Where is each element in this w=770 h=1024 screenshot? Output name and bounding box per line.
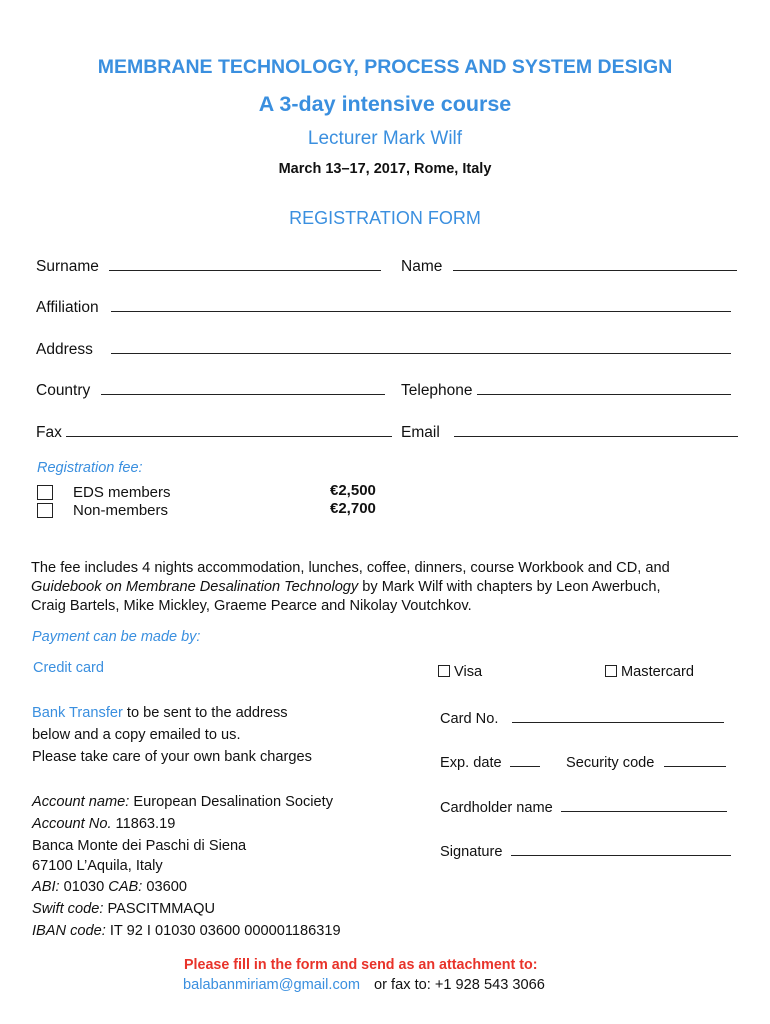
account-number-label: Account No. <box>32 816 112 832</box>
telephone-label: Telephone <box>401 382 473 399</box>
card-number-input-line[interactable] <box>512 708 724 723</box>
account-name-label: Account name: <box>32 794 130 810</box>
swift-value: PASCITMMAQU <box>103 901 216 917</box>
visa-option[interactable] <box>438 664 482 680</box>
affiliation-input-line[interactable] <box>111 297 731 312</box>
affiliation-field[interactable] <box>36 297 731 317</box>
email-field[interactable] <box>401 422 738 442</box>
bank-city: 67100 L’Aquila, Italy <box>32 858 163 874</box>
card-number-label: Card No. <box>440 711 499 727</box>
email-input-line[interactable] <box>454 422 738 437</box>
visa-label: Visa <box>454 664 483 680</box>
cab-label: CAB: <box>108 879 143 895</box>
fax-field[interactable] <box>36 422 392 442</box>
account-number <box>32 816 175 832</box>
footer-contact <box>183 977 545 993</box>
security-code-label: Security code <box>566 755 655 771</box>
country-input-line[interactable] <box>101 380 385 395</box>
contact-email-link[interactable]: balabanmiriam@gmail.com <box>183 977 361 993</box>
fee-description-line2 <box>31 579 661 595</box>
account-number-value: 11863.19 <box>111 816 176 832</box>
bank-transfer-line1 <box>32 705 288 721</box>
account-name <box>32 794 333 810</box>
bank-transfer-line3: Please take care of your own bank charges <box>32 749 312 765</box>
account-name-value: European Desalination Society <box>129 794 333 810</box>
visa-checkbox[interactable] <box>438 665 450 677</box>
form-title: REGISTRATION FORM <box>289 208 481 228</box>
security-code-field[interactable] <box>566 752 726 771</box>
fax-input-line[interactable] <box>66 422 392 437</box>
cardholder-field[interactable] <box>440 797 727 816</box>
cab-value: 03600 <box>142 879 187 895</box>
affiliation-label: Affiliation <box>36 299 99 316</box>
telephone-field[interactable] <box>401 380 731 400</box>
iban-code <box>32 923 341 939</box>
fee-description-line1: The fee includes 4 nights accommodation, lunches, coffee, dinners, course Workbook and CD, and <box>31 560 670 576</box>
card-number-field[interactable] <box>440 708 724 727</box>
non-members-checkbox[interactable] <box>37 503 53 518</box>
address-label: Address <box>36 341 93 358</box>
payment-heading: Payment can be made by: <box>32 629 201 645</box>
footer-instruction: Please fill in the form and send as an attachment to: <box>184 957 538 973</box>
abi-cab <box>32 879 187 895</box>
bank-name: Banca Monte dei Paschi di Siena <box>32 838 247 854</box>
eds-members-label: EDS members <box>73 484 171 501</box>
swift-code <box>32 901 215 917</box>
telephone-input-line[interactable] <box>477 380 731 395</box>
fax-label: Fax <box>36 424 62 441</box>
name-label: Name <box>401 258 443 275</box>
registration-fee-label: Registration fee: <box>37 460 143 476</box>
guidebook-title: Guidebook on Membrane Desalination Technology <box>31 579 359 595</box>
course-dates: March 13–17, 2017, Rome, Italy <box>278 161 492 177</box>
signature-input-line[interactable] <box>511 841 731 856</box>
mastercard-option[interactable] <box>605 664 694 680</box>
mastercard-checkbox[interactable] <box>605 665 617 677</box>
signature-label: Signature <box>440 844 503 860</box>
non-members-price: €2,700 <box>330 500 376 517</box>
surname-input-line[interactable] <box>109 256 381 271</box>
fee-description-line3: Craig Bartels, Mike Mickley, Graeme Pearce and Nikolay Voutchkov. <box>31 598 472 614</box>
mastercard-label: Mastercard <box>621 664 694 680</box>
exp-date-label: Exp. date <box>440 755 502 771</box>
cardholder-label: Cardholder name <box>440 800 553 816</box>
surname-label: Surname <box>36 258 99 275</box>
course-subtitle: A 3-day intensive course <box>258 92 512 116</box>
non-members-label: Non-members <box>73 502 169 519</box>
email-label: Email <box>401 424 440 441</box>
cardholder-input-line[interactable] <box>561 797 727 812</box>
course-title: MEMBRANE TECHNOLOGY, PROCESS AND SYSTEM DESIGN <box>97 56 673 78</box>
bank-transfer-line2: below and a copy emailed to us. <box>32 727 241 743</box>
fax-number: or fax to: +1 928 543 3066 <box>374 977 545 993</box>
address-field[interactable] <box>36 339 731 359</box>
name-field[interactable] <box>401 256 737 276</box>
bank-transfer-label: Bank Transfer <box>32 705 123 721</box>
credit-card-label: Credit card <box>33 660 104 676</box>
abi-value: 01030 <box>59 879 109 895</box>
surname-field[interactable] <box>36 256 381 276</box>
exp-date-input-line[interactable] <box>510 752 540 767</box>
signature-field[interactable] <box>440 841 731 860</box>
name-input-line[interactable] <box>453 256 737 271</box>
abi-label: ABI: <box>32 879 60 895</box>
eds-members-price: €2,500 <box>330 482 376 499</box>
country-label: Country <box>36 382 91 399</box>
iban-value: IT 92 I 01030 03600 000001186319 <box>105 923 341 939</box>
bank-transfer-text: to be sent to the address <box>122 705 288 721</box>
eds-members-checkbox[interactable] <box>37 485 53 500</box>
security-code-input-line[interactable] <box>664 752 726 767</box>
guidebook-authors: by Mark Wilf with chapters by Leon Awerbuch, <box>358 579 661 595</box>
exp-date-field[interactable] <box>440 752 540 771</box>
address-input-line[interactable] <box>111 339 731 354</box>
country-field[interactable] <box>36 380 385 400</box>
lecturer: Lecturer Mark Wilf <box>307 128 463 149</box>
swift-label: Swift code: <box>32 901 104 917</box>
iban-label: IBAN code: <box>32 923 106 939</box>
